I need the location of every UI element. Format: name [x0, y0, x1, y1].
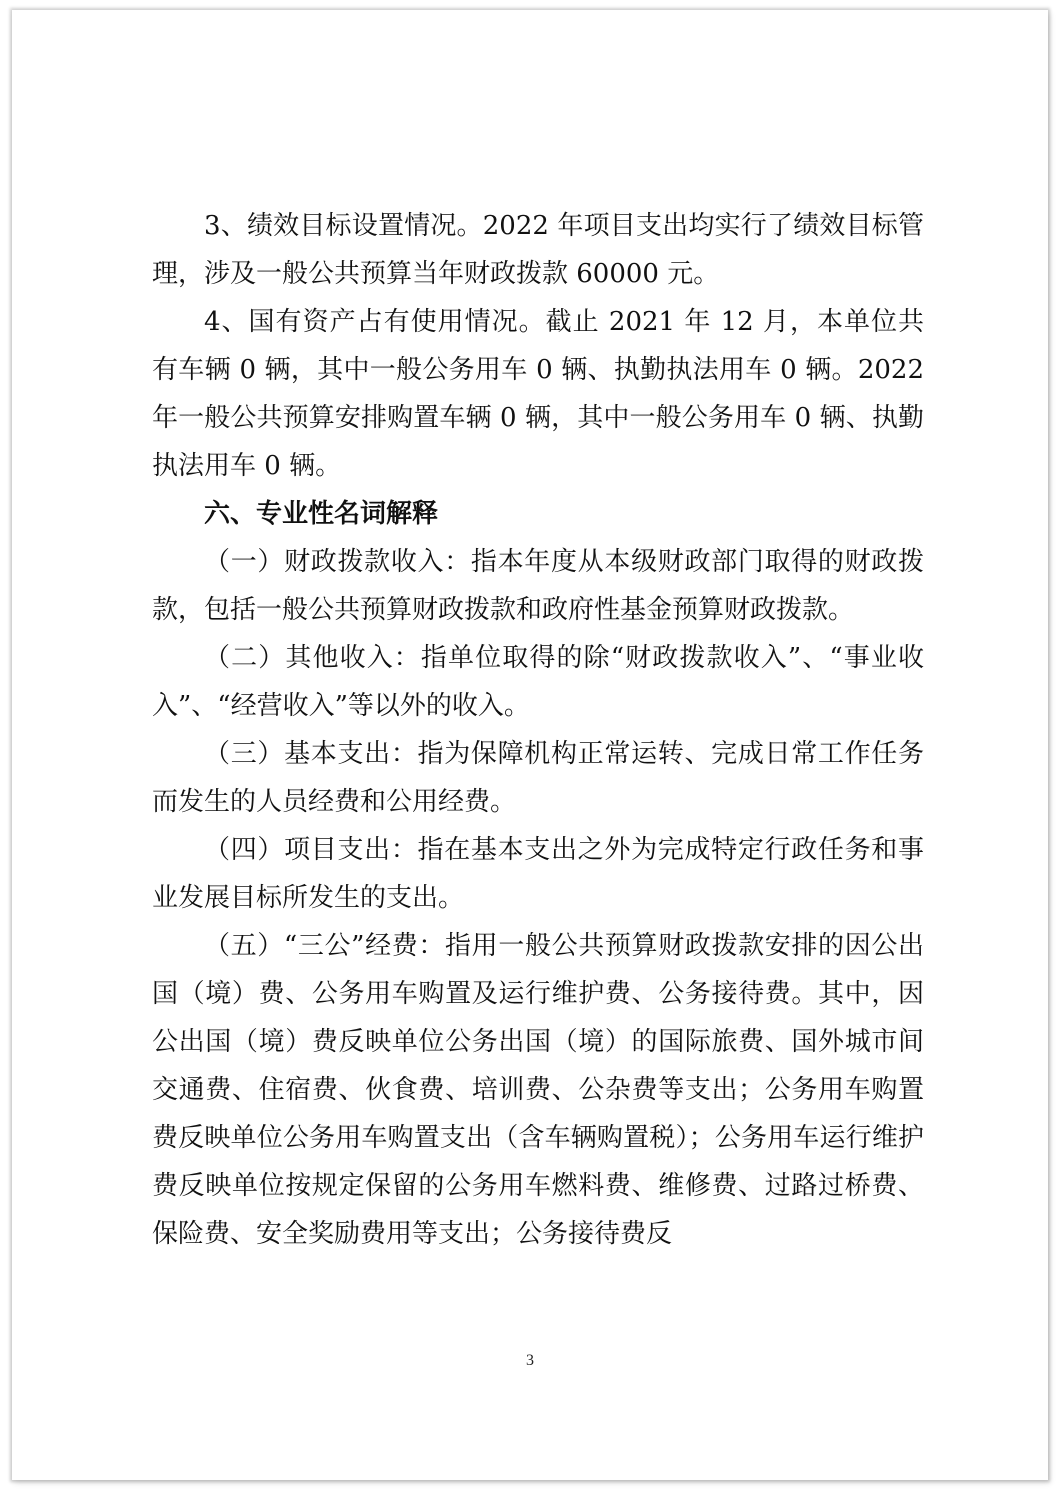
definition-fiscal-appropriation-income: （一）财政拨款收入：指本年度从本级财政部门取得的财政拨款，包括一般公共预算财政拨款和政府性基金预算财政拨款。: [152, 547, 924, 625]
definition-basic-expenditure: （三）基本支出：指为保障机构正常运转、完成日常工作任务而发生的人员经费和公用经费。: [152, 739, 924, 817]
page-number: 3: [526, 1352, 534, 1369]
definition-project-expenditure: （四）项目支出：指在基本支出之外为完成特定行政任务和事业发展目标所发生的支出。: [152, 835, 924, 913]
paragraph-state-assets: 4、国有资产占有使用情况。截止 2021 年 12 月，本单位共有车辆 0 辆，其中一般公务用车 0 辆、执勤执法用车 0 辆。2022 年一般公共预算安排购置车辆 0 辆，其中一般公务用车 0 辆、执勤执法用车 0 辆。: [152, 307, 924, 481]
document-body: [152, 202, 924, 1258]
paragraph-performance-targets: 3、绩效目标设置情况。2022 年项目支出均实行了绩效目标管理，涉及一般公共预算当年财政拨款 60000 元。: [152, 211, 924, 289]
section-heading: 六、专业性名词解释: [204, 499, 439, 529]
document-page: [12, 10, 1048, 1480]
definition-other-income: （二）其他收入：指单位取得的除“财政拨款收入”、“事业收入”、“经营收入”等以外的收入。: [152, 643, 924, 721]
definition-three-public-expenses: （五）“三公”经费：指用一般公共预算财政拨款安排的因公出国（境）费、公务用车购置及运行维护费、公务接待费。其中，因公出国（境）费反映单位公务出国（境）的国际旅费、国外城市间交通费、住宿费、伙食费、培训费、公杂费等支出；公务用车购置费反映单位公务用车购置支出（含车辆购置税）；公务用车运行维护费反映单位按规定保留的公务用车燃料费、维修费、过路过桥费、保险费、安全奖励费用等支出；公务接待费反: [152, 931, 924, 1249]
